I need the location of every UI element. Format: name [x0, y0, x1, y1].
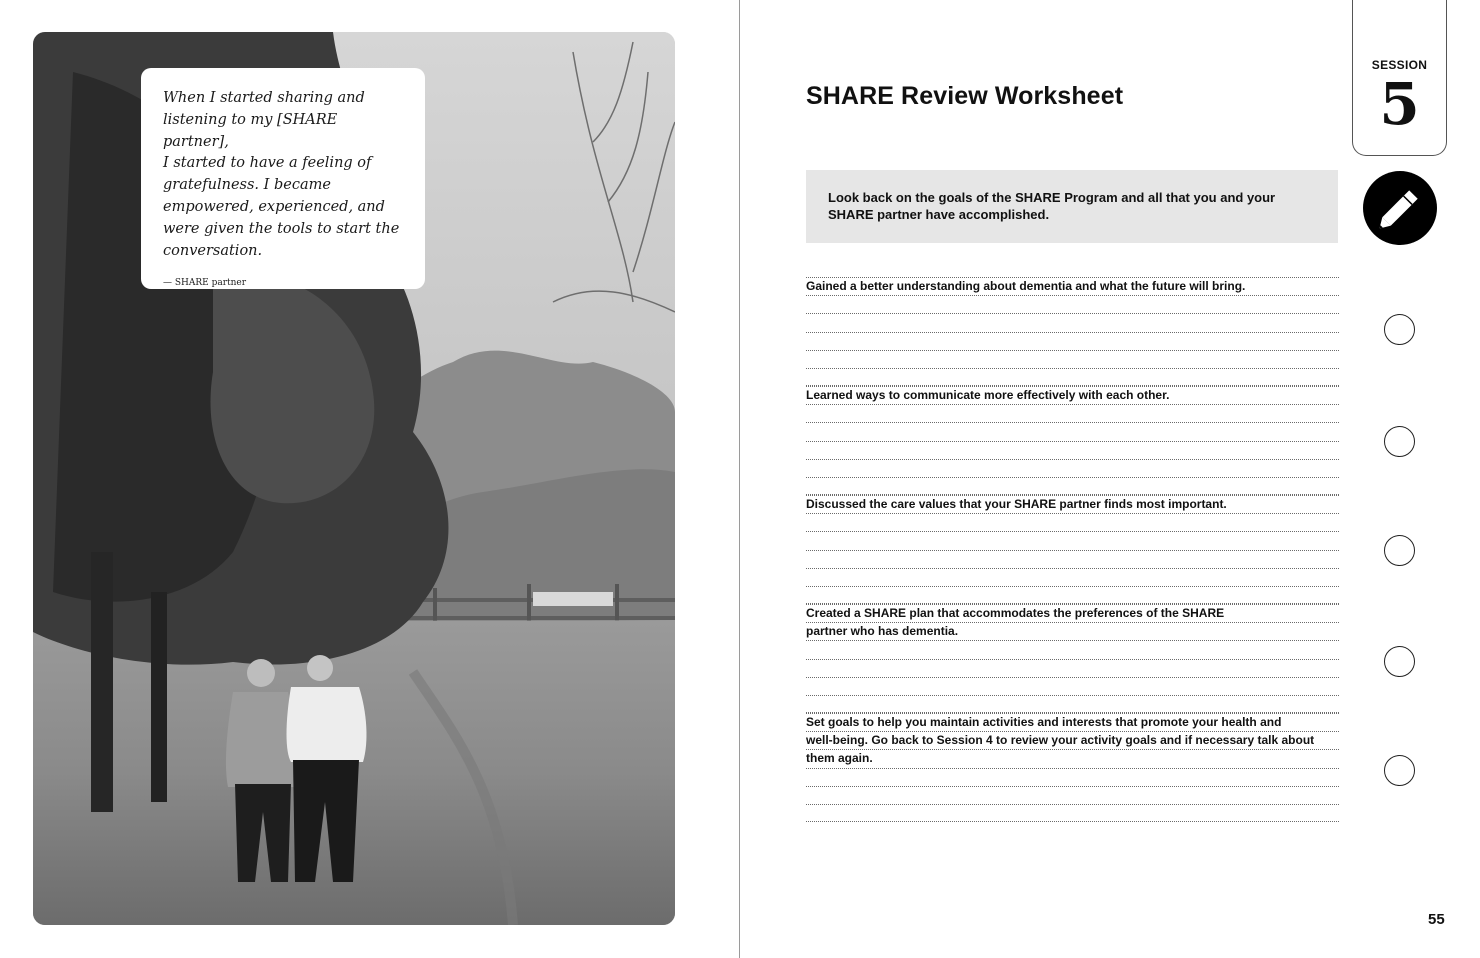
couple-walking-photo: [33, 32, 675, 925]
goal-line[interactable]: [806, 350, 1339, 368]
quote-line: conversation.: [163, 242, 263, 259]
page-title: SHARE Review Worksheet: [806, 82, 1124, 110]
goal-line: Gained a better understanding about dementia and what the future will bring.: [806, 277, 1339, 295]
goal-line[interactable]: [806, 422, 1339, 440]
quote-line: gratefulness. I became: [163, 177, 331, 194]
goal-line[interactable]: [806, 459, 1339, 477]
goal-item-4: [806, 604, 1339, 713]
goal-item-5: [806, 713, 1339, 822]
goal-checkbox-3[interactable]: [1384, 535, 1415, 566]
goal-item-3: [806, 495, 1339, 604]
goal-line[interactable]: [806, 295, 1339, 313]
goal-checkbox-4[interactable]: [1384, 646, 1415, 677]
goal-line: Created a SHARE plan that accommodates the preferences of the SHARE: [806, 604, 1339, 622]
tree-trunk-left: [91, 552, 113, 812]
goal-line[interactable]: [806, 404, 1339, 422]
intro-line: Look back on the goals of the SHARE Program and all that you and your: [828, 190, 1276, 205]
intro-box: [806, 170, 1338, 243]
goal-item-2: [806, 386, 1339, 495]
goal-line: Discussed the care values that your SHARE partner finds most important.: [806, 495, 1339, 513]
goal-checkbox-2[interactable]: [1384, 426, 1415, 457]
quote-line: were given the tools to start the: [163, 220, 400, 237]
quote-line: listening to my [SHARE partner],: [163, 111, 338, 150]
pencil-icon: [1363, 171, 1437, 245]
goal-line[interactable]: [806, 695, 1339, 713]
goal-line[interactable]: [806, 441, 1339, 459]
goal-line[interactable]: [806, 531, 1339, 549]
goal-line[interactable]: [806, 332, 1339, 350]
intro-text: [828, 189, 1316, 223]
goal-line[interactable]: [806, 586, 1339, 604]
page-gutter: [739, 0, 740, 958]
goal-line[interactable]: [806, 804, 1339, 822]
goal-line: partner who has dementia.: [806, 622, 1339, 640]
session-tab: [1352, 0, 1447, 156]
goal-line: well-being. Go back to Session 4 to review your activity goals and if necessary talk about: [806, 731, 1339, 749]
goal-line[interactable]: [806, 368, 1339, 386]
goal-line: Set goals to help you maintain activities and interests that promote your health and: [806, 713, 1339, 731]
goal-line[interactable]: [806, 768, 1339, 786]
quote-text: [163, 88, 407, 262]
goal-line[interactable]: [806, 677, 1339, 695]
goal-line[interactable]: [806, 786, 1339, 804]
tree-trunk-right: [151, 592, 167, 802]
page-number: 55: [1428, 911, 1445, 928]
goal-line[interactable]: [806, 313, 1339, 331]
intro-line: SHARE partner have accomplished.: [828, 207, 1050, 222]
goal-line[interactable]: [806, 513, 1339, 531]
quote-line: empowered, experienced, and: [163, 198, 385, 215]
session-number: 5: [1379, 70, 1420, 138]
quote-line: When I started sharing and: [163, 90, 365, 106]
goal-line: them again.: [806, 749, 1339, 767]
goal-checkbox-1[interactable]: [1384, 314, 1415, 345]
goal-line[interactable]: [806, 659, 1339, 677]
goal-line[interactable]: [806, 568, 1339, 586]
goal-line[interactable]: [806, 640, 1339, 658]
goal-line[interactable]: [806, 550, 1339, 568]
quote-card: [141, 68, 425, 289]
goal-checkbox-5[interactable]: [1384, 755, 1415, 786]
goal-line[interactable]: [806, 477, 1339, 495]
quote-attribution: — SHARE partner: [163, 278, 247, 289]
goal-item-1: [806, 277, 1339, 386]
session-label: SESSION: [1371, 58, 1428, 72]
quote-line: I started to have a feeling of: [163, 155, 372, 172]
goal-line: Learned ways to communicate more effectively with each other.: [806, 386, 1339, 404]
